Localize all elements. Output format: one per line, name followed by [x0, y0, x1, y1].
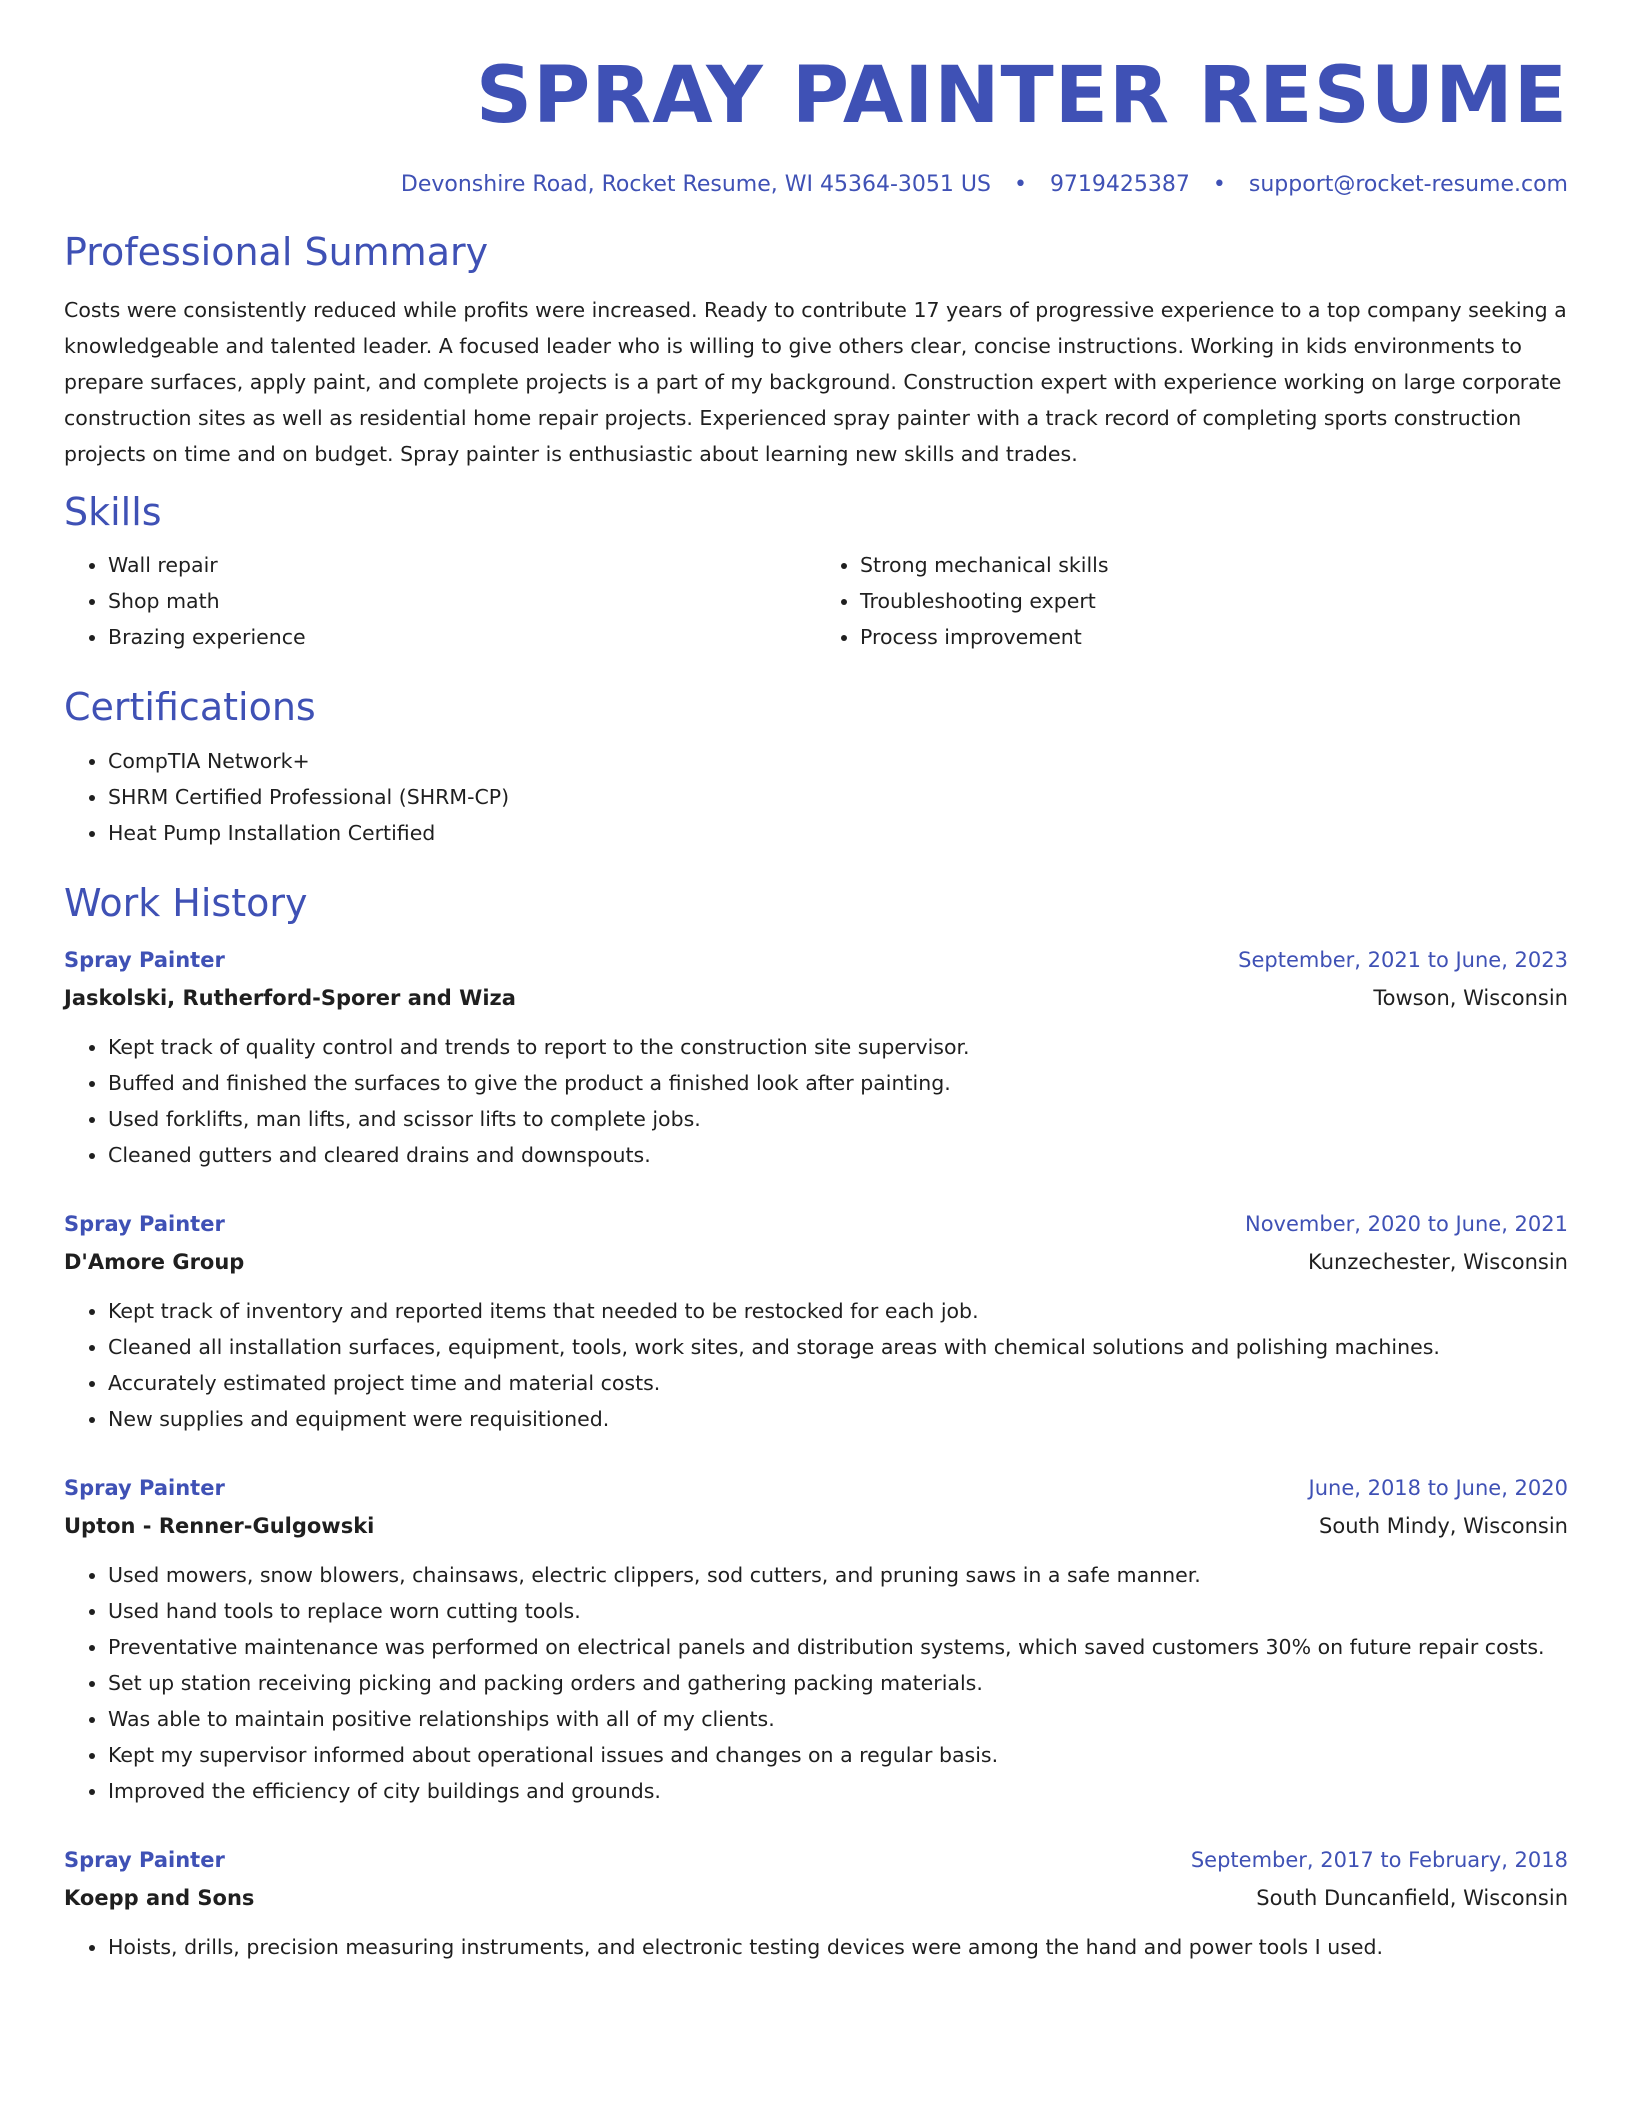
job-bullet: • Was able to maintain positive relationships with all of my clients.: [108, 1701, 1568, 1737]
page-title: SPRAY PAINTER RESUME: [475, 51, 1568, 141]
job-title: Spray Painter: [64, 947, 225, 972]
summary-text: Costs were consistently reduced while profits were increased. Ready to contribute 17 years of progressive experience to a top company seeking a knowledgeable and talented leader. A focused leader who is willing to give others clear, concise instructions. Working in kids environments to prepare surfaces, apply paint, and complete projects is a part of my background. Construction expert with experience working on large corporate construction sites as well as residential home repair projects. Experienced spray painter with a track record of completing sports construction projects on time and on budget. Spray painter is enthusiastic about learning new skills and trades.: [64, 297, 1567, 466]
job-bullet: • Used forklifts, man lifts, and scissor lifts to complete jobs.: [108, 1101, 1568, 1137]
skills-heading: Skills: [64, 489, 162, 534]
job-bullet: • Cleaned gutters and cleared drains and downspouts.: [108, 1137, 1568, 1173]
job-subheader: [64, 1879, 1568, 1917]
skill-item: • Wall repair: [108, 547, 816, 583]
job-entry: [64, 1205, 1568, 1437]
contact-email: support@rocket-resume.com: [1248, 171, 1568, 197]
job-dates: September, 2021 to June, 2023: [1238, 947, 1568, 972]
certifications-list: [64, 743, 1568, 851]
contact-separator: •: [1212, 171, 1226, 197]
skill-item: • Shop math: [108, 583, 816, 619]
job-subheader: [64, 1507, 1568, 1545]
contact-phone: 9719425387: [1049, 171, 1190, 197]
contact-separator: •: [1013, 171, 1027, 197]
job-bullet: • Used mowers, snow blowers, chainsaws, electric clippers, sod cutters, and pruning saws in a safe manner.: [108, 1557, 1568, 1593]
job-dates: September, 2017 to February, 2018: [1190, 1847, 1568, 1872]
certification-item: • CompTIA Network+: [108, 743, 1568, 779]
job-bullets: [64, 1293, 1568, 1437]
job-title: Spray Painter: [64, 1211, 225, 1236]
certifications-heading: Certifications: [64, 685, 316, 730]
job-company: Jaskolski, Rutherford-Sporer and Wiza: [64, 985, 516, 1010]
job-bullet: • Buffed and finished the surfaces to give the product a finished look after painting.: [108, 1065, 1568, 1101]
job-header: [64, 941, 1568, 979]
skills-section: [64, 490, 1568, 656]
job-subheader: [64, 1243, 1568, 1281]
job-bullets: [64, 1029, 1568, 1173]
job-bullet: • Preventative maintenance was performed on electrical panels and distribution systems, which saved customers 30% on future repair costs.: [108, 1629, 1568, 1665]
summary-heading: Professional Summary: [64, 230, 489, 275]
skill-item: • Strong mechanical skills: [860, 547, 1568, 583]
work-history-section: [64, 881, 1568, 1965]
skills-list-right: [816, 547, 1568, 655]
job-bullet: • Kept my supervisor informed about operational issues and changes on a regular basis.: [108, 1737, 1568, 1773]
skills-list-left: [64, 547, 816, 655]
job-header: [64, 1469, 1568, 1507]
skill-item: • Process improvement: [860, 619, 1568, 655]
job-bullet: • Cleaned all installation surfaces, equipment, tools, work sites, and storage areas with chemical solutions and polishing machines.: [108, 1329, 1568, 1365]
job-bullet: • Improved the efficiency of city buildings and grounds.: [108, 1773, 1568, 1809]
job-dates: June, 2018 to June, 2020: [1308, 1475, 1568, 1500]
contact-address: Devonshire Road, Rocket Resume, WI 45364-3051 US: [400, 171, 991, 197]
job-company: D'Amore Group: [64, 1249, 245, 1274]
job-bullets: [64, 1557, 1568, 1809]
skill-item: • Troubleshooting expert: [860, 583, 1568, 619]
job-dates: November, 2020 to June, 2021: [1245, 1211, 1568, 1236]
job-location: Kunzechester, Wisconsin: [1307, 1249, 1568, 1274]
job-header: [64, 1841, 1568, 1879]
skills-grid: [64, 547, 1568, 655]
job-bullet: • New supplies and equipment were requisitioned.: [108, 1401, 1568, 1437]
work-history-heading: Work History: [64, 881, 308, 926]
certification-item: • SHRM Certified Professional (SHRM-CP): [108, 779, 1568, 815]
job-bullet: • Used hand tools to replace worn cutting tools.: [108, 1593, 1568, 1629]
skill-item: • Brazing experience: [108, 619, 816, 655]
job-company: Koepp and Sons: [64, 1885, 255, 1910]
job-entry: [64, 1469, 1568, 1809]
certification-item: • Heat Pump Installation Certified: [108, 815, 1568, 851]
certifications-section: [64, 685, 1568, 851]
job-company: Upton - Renner-Gulgowski: [64, 1513, 375, 1538]
job-bullet: • Kept track of quality control and trends to report to the construction site supervisor.: [108, 1029, 1568, 1065]
job-entry: [64, 941, 1568, 1173]
job-title: Spray Painter: [64, 1475, 225, 1500]
job-bullet: • Kept track of inventory and reported items that needed to be restocked for each job.: [108, 1293, 1568, 1329]
summary-section: [64, 230, 1568, 472]
job-bullets: [64, 1929, 1568, 1965]
job-bullet: • Set up station receiving picking and packing orders and gathering packing materials.: [108, 1665, 1568, 1701]
job-entry: [64, 1841, 1568, 1965]
job-location: South Duncanfield, Wisconsin: [1256, 1885, 1568, 1910]
job-bullet: • Hoists, drills, precision measuring instruments, and electronic testing devices were among the hand and power tools I used.: [108, 1929, 1568, 1965]
job-title: Spray Painter: [64, 1847, 225, 1872]
job-location: South Mindy, Wisconsin: [1319, 1513, 1568, 1538]
contact-line: [64, 172, 1568, 198]
job-header: [64, 1205, 1568, 1243]
job-bullet: • Accurately estimated project time and material costs.: [108, 1365, 1568, 1401]
job-location: Towson, Wisconsin: [1373, 985, 1568, 1010]
job-subheader: [64, 979, 1568, 1017]
